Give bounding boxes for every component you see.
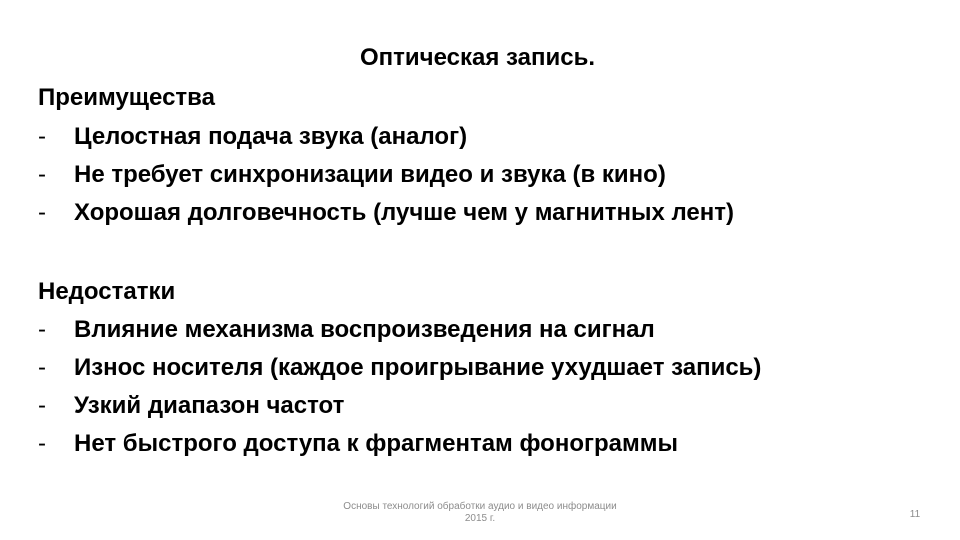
list-item: [38, 194, 734, 232]
list-item: [38, 118, 734, 156]
list-item: [38, 425, 761, 463]
bullet-dash: -: [38, 161, 46, 188]
bullet-dash: -: [38, 316, 46, 343]
list-item-text: Не требует синхронизации видео и звука (в кино): [74, 161, 666, 188]
bullet-dash: -: [38, 354, 46, 381]
list-item: [38, 311, 761, 349]
footer-year: 2015 г.: [464, 513, 496, 524]
bullet-dash: -: [38, 123, 46, 150]
disadvantages-list: [38, 311, 761, 463]
page-number: 11: [909, 509, 921, 520]
list-item-text: Влияние механизма воспроизведения на сигнал: [74, 316, 655, 343]
advantages-list: [38, 118, 734, 232]
list-item-text: Целостная подача звука (аналог): [74, 123, 468, 150]
bullet-dash: -: [38, 199, 46, 226]
disadvantages-heading: Недостатки: [38, 278, 176, 305]
list-item-text: Узкий диапазон частот: [74, 392, 345, 419]
list-item: [38, 349, 761, 387]
list-item-text: Износ носителя (каждое проигрывание ухудшает запись): [74, 354, 762, 381]
list-item-text: Нет быстрого доступа к фрагментам фонограммы: [74, 430, 678, 457]
slide-footer: [320, 501, 640, 525]
bullet-dash: -: [38, 430, 46, 457]
list-item-text: Хорошая долговечность (лучше чем у магнитных лент): [74, 199, 734, 226]
advantages-heading: Преимущества: [38, 84, 215, 111]
list-item: [38, 387, 761, 425]
bullet-dash: -: [38, 392, 46, 419]
list-item: [38, 156, 734, 194]
footer-course-title: Основы технологий обработки аудио и видео информации: [343, 501, 617, 512]
slide-title: Оптическая запись.: [360, 44, 595, 71]
